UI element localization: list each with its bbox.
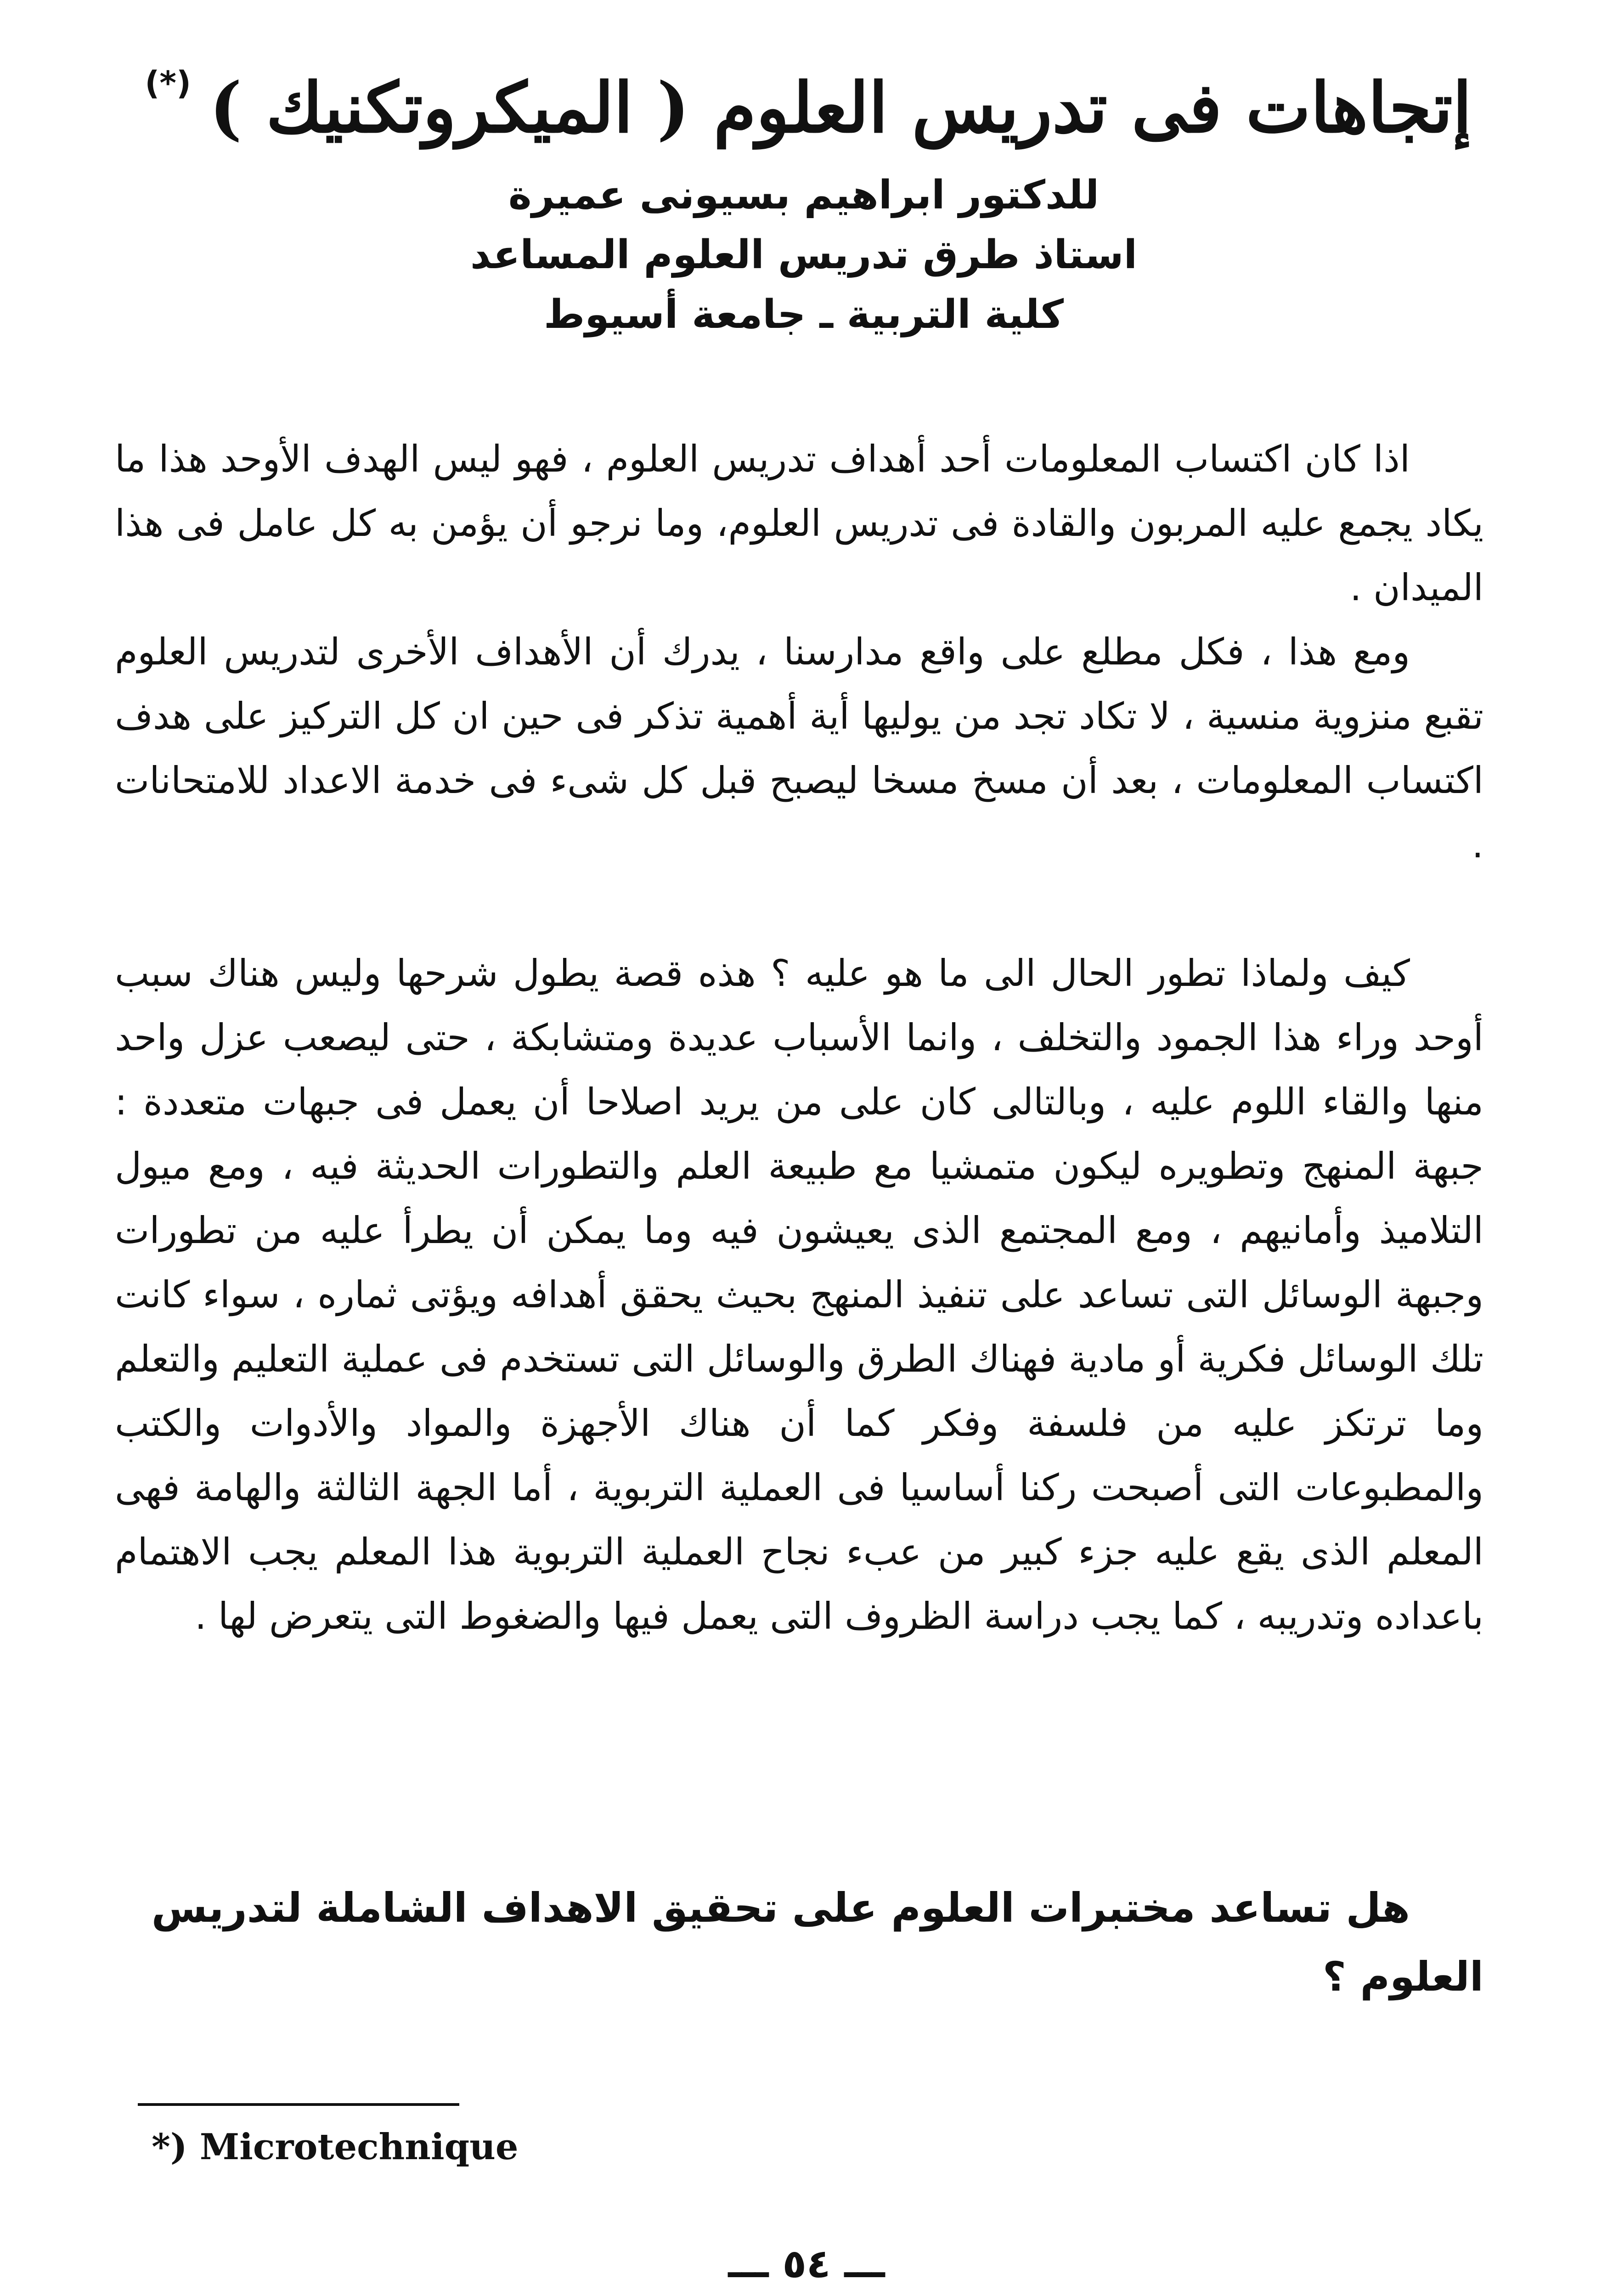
author-block — [459, 165, 1148, 344]
section-heading-text: هل تساعد مختبرات العلوم على تحقيق الاهداف الشاملة لتدريس العلوم ؟ — [151, 1884, 1483, 2000]
page-number: ـــ ٥٤ ـــ — [728, 2241, 885, 2287]
author-position: استاذ طرق تدريس العلوم المساعد — [470, 232, 1138, 278]
author-affiliation: كلية التربية ـ جامعة أسيوط — [543, 292, 1064, 338]
paragraph-3 — [115, 941, 1483, 1649]
footnote: *) Microtechnique — [152, 2126, 519, 2168]
article-title: إتجاهات فى تدريس العلوم ( الميكروتكنيك ) — [209, 68, 1472, 148]
section-heading — [115, 1874, 1483, 2011]
body-text — [115, 427, 1483, 1649]
paragraph-2 — [115, 620, 1483, 877]
paragraph-2-text: ومع هذا ، فكل مطلع على واقع مدارسنا ، يدرك أن الأهداف الأخرى لتدريس العلوم تقبع منزوية منسية ، لا تكاد تجد من يوليها أية أهمية تذكر فى حين ان كل التركيز على هدف اكتساب المعلومات ، بعد أن مسخ مسخا ليصبح قبل كل شىء فى خدمة الاعداد للامتحانات . — [115, 630, 1483, 866]
title-row — [110, 55, 1506, 161]
footnote-divider — [138, 2103, 459, 2106]
paragraph-3-text: كيف ولماذا تطور الحال الى ما هو عليه ؟ هذه قصة يطول شرحها وليس هناك سبب أوحد وراء هذا الجمود والتخلف ، وانما الأسباب عديدة ومتشابكة ، حتى ليصعب عزل واحد منها والقاء اللوم عليه ، وبالتالى كان على من يريد اصلاحا أن يعمل فى جبهات متعددة : جبهة المنهج وتطويره ليكون متمشيا مع طبيعة العلم والتطورات الحديثة فيه ، ومع ميول التلاميذ وأمانيهم ، ومع المجتمع الذى يعيشون فيه وما يمكن أن يطرأ عليه من تطورات وجبهة الوسائل التى تساعد على تنفيذ المنهج بحيث يحقق أهدافه ويؤتى ثماره ، سواء كانت تلك الوسائل فكرية أو مادية فهناك الطرق والوسائل التى تستخدم فى عملية التعليم والتعلم وما ترتكز عليه من فلسفة وفكر كما أن هناك الأجهزة والمواد والأدوات والكتب والمطبوعات التى أصبحت ركنا أساسيا فى العملية التربوية ، أما الجهة الثالثة والهامة فهى المعلم الذى يقع عليه جزء كبير من عبء نجاح العملية التربوية هذا المعلم يجب الاهتمام باعداده وتدريبه ، كما يجب دراسة الظروف التى يعمل فيها والضغوط التى يتعرض لها . — [115, 952, 1483, 1638]
author-name: للدكتور ابراهيم بسيونى عميرة — [508, 172, 1100, 218]
paragraph-gap — [115, 877, 1483, 941]
paragraph-1-text: اذا كان اكتساب المعلومات أحد أهداف تدريس العلوم ، فهو ليس الهدف الأوحد هذا ما يكاد يجمع عليه المربون والقادة فى تدريس العلوم، وما نرجو أن يؤمن به كل عامل فى هذا الميدان . — [115, 438, 1483, 609]
paragraph-1 — [115, 427, 1483, 620]
title-footnote-marker: (*) — [145, 64, 192, 102]
